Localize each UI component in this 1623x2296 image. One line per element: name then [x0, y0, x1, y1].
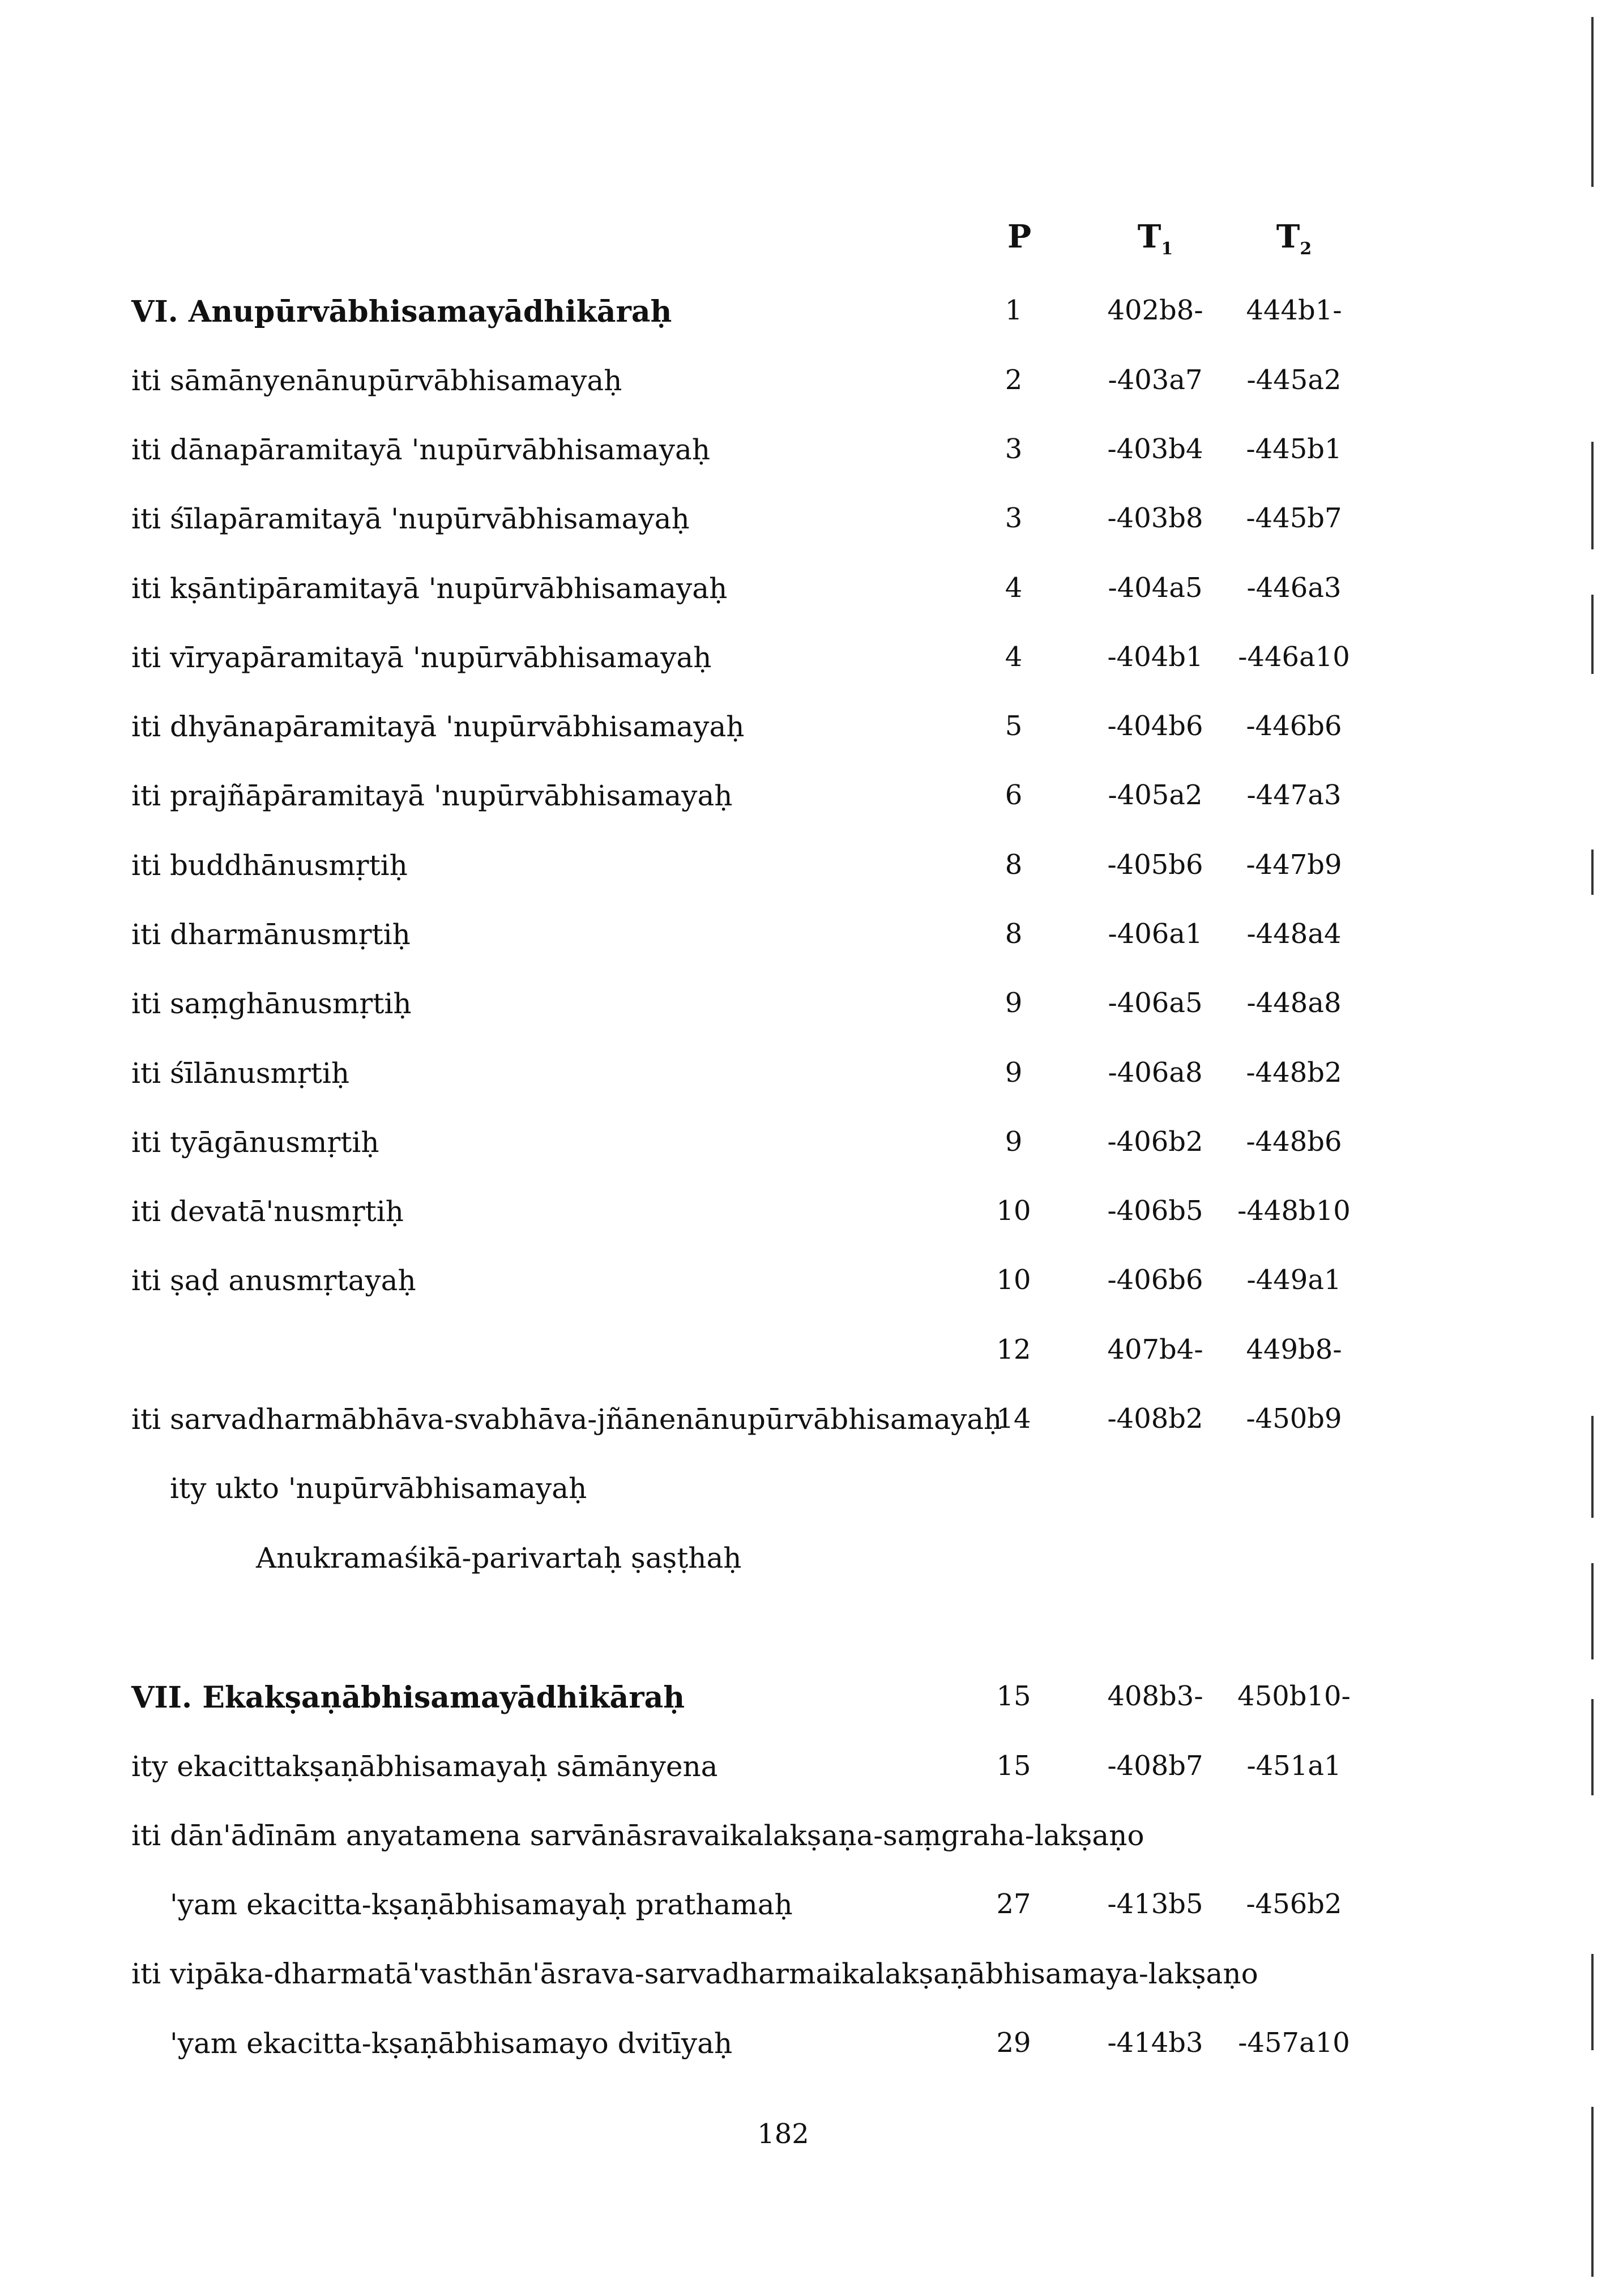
column-header-t2: $T_2$	[1276, 218, 1312, 259]
entry-text: iti tyāgānusmṛtiḥ	[131, 1126, 379, 1159]
t2-value: -446a10	[1238, 641, 1350, 673]
table-row	[0, 641, 1623, 686]
section-closing-text: Anukramaśikā-parivartaḥ ṣaṣṭhaḥ	[256, 1542, 742, 1574]
p-value: 9	[1005, 1057, 1023, 1089]
p-value: 6	[1005, 779, 1023, 811]
t2-value: -448a8	[1246, 987, 1342, 1019]
p-value: 1	[1005, 295, 1023, 326]
scan-edge-mark	[1591, 1954, 1594, 2050]
scan-edge-mark	[1591, 850, 1594, 895]
p-value: 29	[996, 2027, 1031, 2059]
table-row	[0, 1126, 1623, 1171]
entry-text: iti prajñāpāramitayā 'nupūrvābhisamayaḥ	[131, 779, 733, 812]
t1-value: -405a2	[1108, 779, 1203, 811]
scan-edge-mark	[1591, 1563, 1594, 1659]
entry-text: 'yam ekacitta-kṣaṇābhisamayaḥ prathamaḥ	[170, 1888, 793, 1921]
entry-text: ity ekacittakṣaṇābhisamayaḥ sāmānyena	[131, 1750, 718, 1783]
p-value: 8	[1005, 918, 1023, 950]
chapter-title: VI. Anupūrvābhisamayādhikāraḥ	[131, 295, 672, 329]
p-value: 9	[1005, 987, 1023, 1019]
scan-edge-mark	[1591, 595, 1594, 674]
t1-value: -406b2	[1107, 1126, 1203, 1158]
scan-edge-mark	[1591, 2107, 1594, 2277]
chapter-heading-row	[0, 1680, 1623, 1726]
t1-value: -406a8	[1108, 1057, 1203, 1089]
p-value: 15	[996, 1680, 1031, 1712]
t1-value: -403b8	[1107, 502, 1203, 534]
t2-value: -446a3	[1246, 572, 1342, 604]
table-row	[0, 2027, 1623, 2072]
t2-value: -448b10	[1237, 1195, 1351, 1227]
p-value: 27	[996, 1888, 1031, 1920]
t1-value: -406a1	[1108, 918, 1203, 950]
p-value: 2	[1005, 364, 1023, 396]
table-row	[0, 1264, 1623, 1309]
t2-value: -448b6	[1246, 1126, 1342, 1158]
t1-value: -403a7	[1108, 364, 1203, 396]
entry-text: iti dhyānapāramitayā 'nupūrvābhisamayaḥ	[131, 710, 745, 743]
p-value: 5	[1005, 710, 1023, 742]
p-value: 15	[996, 1750, 1031, 1782]
t2-value: -445a2	[1246, 364, 1342, 396]
table-row	[0, 1195, 1623, 1240]
t1-value: -406b5	[1107, 1195, 1203, 1227]
scan-edge-mark	[1591, 1699, 1594, 1795]
page-number: 182	[757, 2118, 809, 2150]
entry-text: iti kṣāntipāramitayā 'nupūrvābhisamayaḥ	[131, 572, 728, 605]
table-row	[0, 1334, 1623, 1379]
section-closing-row	[0, 1542, 1623, 1587]
t2-value: -450b9	[1246, 1403, 1342, 1435]
p-value: 12	[996, 1334, 1031, 1365]
table-row	[0, 1957, 1623, 2003]
entry-text: iti sāmānyenānupūrvābhisamayaḥ	[131, 364, 622, 397]
t2-value: -457a10	[1238, 2027, 1350, 2059]
p-value: 14	[996, 1403, 1031, 1435]
entry-text: iti ṣaḍ anusmṛtayaḥ	[131, 1264, 416, 1297]
t1-value: -408b7	[1107, 1750, 1203, 1782]
p-value: 8	[1005, 849, 1023, 881]
scan-edge-mark	[1591, 1416, 1594, 1518]
t2-value: -448b2	[1246, 1057, 1342, 1089]
column-header-p: P	[1007, 218, 1032, 255]
entry-text: iti śīlānusmṛtiḥ	[131, 1057, 350, 1090]
p-value: 9	[1005, 1126, 1023, 1158]
t2-value: -445b1	[1246, 433, 1342, 465]
scan-edge-mark	[1591, 442, 1594, 549]
t1-value: -406b6	[1107, 1264, 1203, 1296]
t2-value: 449b8-	[1246, 1334, 1342, 1365]
table-row	[0, 918, 1623, 963]
entry-text: iti dān'ādīnām anyatamena sarvānāsravaikalakṣaṇa-saṃgraha-lakṣaṇo	[131, 1819, 1144, 1852]
column-header-t1: $T_1$	[1137, 218, 1173, 259]
chapter-title: VII. Ekakṣaṇābhisamayādhikāraḥ	[131, 1680, 685, 1715]
t2-value: -448a4	[1246, 918, 1342, 950]
table-row	[0, 1403, 1623, 1448]
t2-value: -447a3	[1246, 779, 1342, 811]
entry-text: iti saṃghānusmṛtiḥ	[131, 987, 412, 1020]
t1-value: -403b4	[1107, 433, 1203, 465]
entry-text: iti dharmānusmṛtiḥ	[131, 918, 411, 951]
t1-value: -405b6	[1107, 849, 1203, 881]
t1-value: -406a5	[1108, 987, 1203, 1019]
entry-text: iti vipāka-dharmatā'vasthān'āsrava-sarvadharmaikalakṣaṇābhisamaya-lakṣaṇo	[131, 1957, 1258, 1990]
table-row	[0, 710, 1623, 756]
chapter-heading-row	[0, 295, 1623, 340]
entry-text: iti dānapāramitayā 'nupūrvābhisamayaḥ	[131, 433, 711, 466]
t1-value: -404a5	[1108, 572, 1203, 604]
t2-value: -446b6	[1246, 710, 1342, 742]
p-value: 4	[1005, 572, 1023, 604]
table-row	[0, 364, 1623, 409]
t2-value: -456b2	[1246, 1888, 1342, 1920]
t2-value: -449a1	[1246, 1264, 1342, 1296]
t1-value: -408b2	[1107, 1403, 1203, 1435]
entry-text: iti devatā'nusmṛtiḥ	[131, 1195, 404, 1228]
p-value: 3	[1005, 433, 1023, 465]
table-row	[0, 1057, 1623, 1102]
p-value: 10	[996, 1264, 1031, 1296]
t2-value: -447b9	[1246, 849, 1342, 881]
p-value: 10	[996, 1195, 1031, 1227]
entry-text: 'yam ekacitta-kṣaṇābhisamayo dvitīyaḥ	[170, 2027, 733, 2060]
t2-value: 444b1-	[1246, 295, 1342, 326]
entry-text: iti śīlapāramitayā 'nupūrvābhisamayaḥ	[131, 502, 690, 535]
table-row	[0, 1750, 1623, 1795]
table-row	[0, 1888, 1623, 1934]
table-row	[0, 1472, 1623, 1517]
t1-value: 408b3-	[1107, 1680, 1203, 1712]
table-row	[0, 433, 1623, 479]
scan-edge-mark	[1591, 17, 1594, 187]
table-row	[0, 849, 1623, 894]
entry-text: iti vīryapāramitayā 'nupūrvābhisamayaḥ	[131, 641, 712, 674]
t2-value: -445b7	[1246, 502, 1342, 534]
t2-value: 450b10-	[1237, 1680, 1351, 1712]
entry-text: iti sarvadharmābhāva-svabhāva-jñānenānupūrvābhisamayaḥ	[131, 1403, 1002, 1436]
t1-value: -404b6	[1107, 710, 1203, 742]
table-row	[0, 502, 1623, 548]
p-value: 4	[1005, 641, 1023, 673]
table-row	[0, 572, 1623, 617]
entry-text: iti buddhānusmṛtiḥ	[131, 849, 408, 882]
t1-value: 402b8-	[1107, 295, 1203, 326]
p-value: 3	[1005, 502, 1023, 534]
t1-value: 407b4-	[1107, 1334, 1203, 1365]
t2-value: -451a1	[1246, 1750, 1342, 1782]
entry-text: ity ukto 'nupūrvābhisamayaḥ	[170, 1472, 587, 1505]
t1-value: -404b1	[1107, 641, 1203, 673]
table-row	[0, 779, 1623, 825]
table-row	[0, 987, 1623, 1032]
t1-value: -414b3	[1107, 2027, 1203, 2059]
t1-value: -413b5	[1107, 1888, 1203, 1920]
table-row	[0, 1819, 1623, 1864]
